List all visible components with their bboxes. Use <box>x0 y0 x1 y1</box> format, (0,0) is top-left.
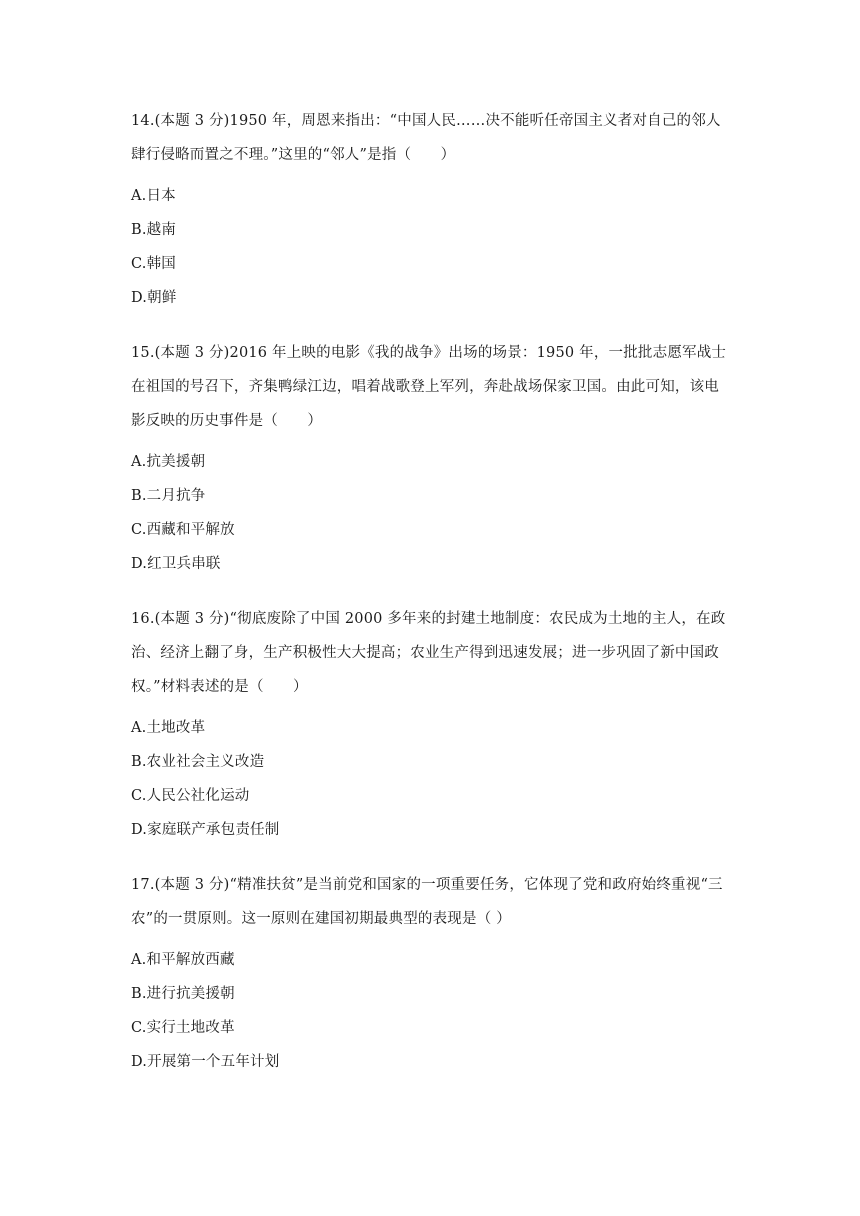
option-c: C.实行土地改革 <box>131 1020 235 1036</box>
question-16 <box>131 602 731 854</box>
option-b: B.农业社会主义改造 <box>131 754 265 770</box>
option-a: A.和平解放西藏 <box>131 952 235 968</box>
option-d: D.开展第一个五年计划 <box>131 1054 280 1070</box>
option-c: C.韩国 <box>131 256 176 272</box>
option-c: C.西藏和平解放 <box>131 522 235 538</box>
option-a: A.日本 <box>131 188 176 204</box>
question-14 <box>131 104 731 322</box>
question-17 <box>131 868 731 1086</box>
option-list <box>131 452 731 588</box>
option-d: D.红卫兵串联 <box>131 556 221 572</box>
question-15 <box>131 336 731 588</box>
option-b: B.进行抗美援朝 <box>131 986 235 1002</box>
option-d: D.家庭联产承包责任制 <box>131 822 280 838</box>
option-list <box>131 950 731 1086</box>
option-a: A.抗美援朝 <box>131 454 206 470</box>
option-b: B.越南 <box>131 222 177 238</box>
question-stem: 16.(本题 3 分)“彻底废除了中国 2000 多年来的封建土地制度：农民成为土地的主人，在政治、经济上翻了身，生产积极性大大提高；农业生产得到迅速发展；进一步巩固了新中国政权。”材料表述的是（ ） <box>131 611 726 695</box>
option-d: D.朝鲜 <box>131 290 177 306</box>
option-b: B.二月抗争 <box>131 488 206 504</box>
option-list <box>131 718 731 854</box>
question-stem: 17.(本题 3 分)“精准扶贫”是当前党和国家的一项重要任务，它体现了党和政府始终重视“三农”的一贯原则。这一原则在建国初期最典型的表现是（ ） <box>131 877 723 927</box>
question-stem: 15.(本题 3 分)2016 年上映的电影《我的战争》出场的场景：1950 年，一批批志愿军战士在祖国的号召下，齐集鸭绿江边，唱着战歌登上军列，奔赴战场保家卫国。由此可知，该电影反映的历史事件是（ ） <box>131 345 727 429</box>
option-a: A.土地改革 <box>131 720 206 736</box>
option-list <box>131 186 731 322</box>
question-stem: 14.(本题 3 分)1950 年，周恩来指出：“中国人民……决不能听任帝国主义者对自己的邻人肆行侵略而置之不理。”这里的“邻人”是指（ ） <box>131 113 721 163</box>
option-c: C.人民公社化运动 <box>131 788 250 804</box>
